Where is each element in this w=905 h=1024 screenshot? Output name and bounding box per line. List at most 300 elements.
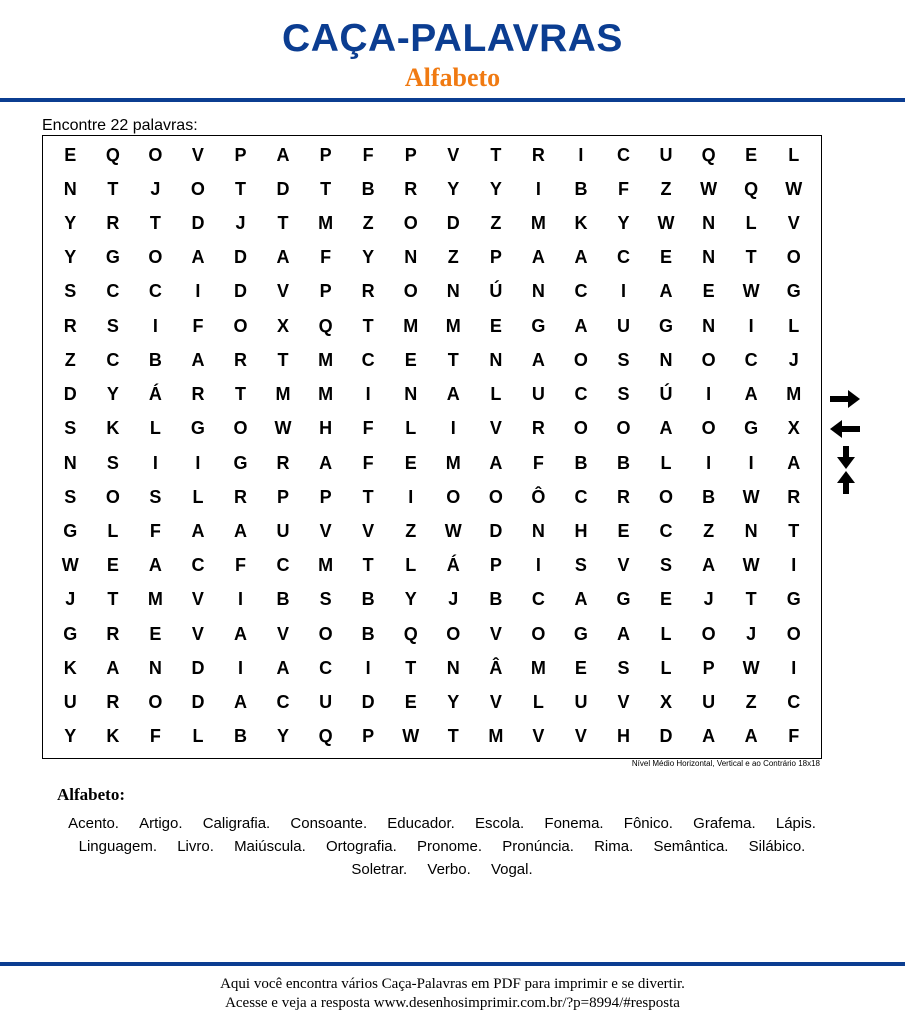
grid-cell[interactable]: U [702,692,716,713]
grid-cell[interactable]: M [147,589,163,610]
grid-cell[interactable]: I [578,144,584,165]
grid-cell[interactable]: D [489,521,503,542]
grid-cell[interactable]: V [574,726,587,747]
grid-cell[interactable]: S [617,657,630,678]
grid-cell[interactable]: A [531,247,545,268]
grid-cell[interactable]: T [362,315,374,336]
grid-cell[interactable]: L [405,418,417,439]
grid-cell[interactable]: I [620,281,626,302]
grid-cell[interactable]: C [148,281,162,302]
grid-cell[interactable]: Y [64,247,77,268]
grid-cell[interactable]: V [191,144,204,165]
grid-cell[interactable]: D [191,692,205,713]
grid-cell[interactable]: T [362,486,374,507]
grid-cell[interactable]: E [106,555,119,576]
grid-cell[interactable]: Z [660,178,672,199]
grid-cell[interactable]: O [531,623,546,644]
grid-cell[interactable]: M [318,213,334,234]
grid-cell[interactable]: C [574,281,588,302]
grid-cell[interactable]: R [787,486,801,507]
grid-cell[interactable]: S [574,555,587,576]
grid-cell[interactable]: Y [404,589,417,610]
grid-cell[interactable]: N [489,349,503,370]
grid-cell[interactable]: T [490,144,502,165]
grid-cell[interactable]: A [319,452,333,473]
grid-cell[interactable]: M [445,315,461,336]
grid-cell[interactable]: Q [701,144,716,165]
grid-cell[interactable]: O [701,418,716,439]
grid-cell[interactable]: S [149,486,162,507]
grid-cell[interactable]: V [489,623,502,644]
grid-cell[interactable]: J [235,213,246,234]
grid-cell[interactable]: W [785,178,803,199]
grid-cell[interactable]: I [706,384,712,405]
grid-cell[interactable]: A [489,452,503,473]
grid-cell[interactable]: S [617,384,630,405]
grid-cell[interactable]: N [702,247,716,268]
grid-cell[interactable]: I [365,657,371,678]
grid-cell[interactable]: A [191,247,205,268]
grid-cell[interactable]: V [447,144,460,165]
grid-cell[interactable]: Ú [489,281,503,302]
grid-cell[interactable]: J [703,589,714,610]
grid-cell[interactable]: A [531,349,545,370]
grid-cell[interactable]: A [702,726,716,747]
grid-cell[interactable]: R [404,178,418,199]
grid-cell[interactable]: T [745,247,757,268]
grid-cell[interactable]: N [404,247,418,268]
grid-cell[interactable]: T [277,349,289,370]
grid-cell[interactable]: D [191,657,205,678]
grid-cell[interactable]: L [192,726,204,747]
grid-cell[interactable]: E [149,623,162,644]
grid-cell[interactable]: A [276,657,290,678]
grid-cell[interactable]: A [446,384,460,405]
grid-cell[interactable]: Q [318,315,333,336]
grid-cell[interactable]: R [531,144,545,165]
grid-cell[interactable]: C [106,349,120,370]
grid-cell[interactable]: N [702,315,716,336]
grid-cell[interactable]: F [617,178,629,199]
grid-cell[interactable]: E [660,589,673,610]
grid-cell[interactable]: O [148,692,163,713]
grid-cell[interactable]: D [659,726,673,747]
grid-cell[interactable]: N [744,521,758,542]
grid-cell[interactable]: R [106,623,120,644]
grid-cell[interactable]: S [319,589,332,610]
grid-cell[interactable]: V [489,418,502,439]
grid-cell[interactable]: K [106,418,120,439]
grid-cell[interactable]: U [63,692,77,713]
grid-cell[interactable]: M [488,726,504,747]
grid-cell[interactable]: V [617,692,630,713]
grid-cell[interactable]: M [403,315,419,336]
grid-cell[interactable]: C [574,384,588,405]
grid-cell[interactable]: V [617,555,630,576]
grid-cell[interactable]: I [195,452,201,473]
grid-cell[interactable]: C [616,247,630,268]
grid-cell[interactable]: F [192,315,204,336]
grid-cell[interactable]: P [404,144,417,165]
grid-cell[interactable]: Y [277,726,290,747]
grid-cell[interactable]: W [700,178,718,199]
grid-cell[interactable]: R [106,692,120,713]
grid-cell[interactable]: O [786,247,801,268]
grid-cell[interactable]: L [192,486,204,507]
grid-cell[interactable]: D [361,692,375,713]
grid-cell[interactable]: I [791,657,797,678]
grid-cell[interactable]: N [63,452,77,473]
grid-cell[interactable]: J [448,589,459,610]
grid-cell[interactable]: O [701,349,716,370]
grid-cell[interactable]: Y [617,213,630,234]
grid-cell[interactable]: T [362,555,374,576]
grid-cell[interactable]: D [446,213,460,234]
grid-cell[interactable]: Á [446,555,460,576]
grid-cell[interactable]: V [277,281,290,302]
grid-cell[interactable]: Z [447,247,459,268]
grid-cell[interactable]: F [149,521,161,542]
grid-cell[interactable]: T [149,213,161,234]
grid-cell[interactable]: N [404,384,418,405]
grid-cell[interactable]: X [277,315,290,336]
grid-cell[interactable]: E [745,144,758,165]
grid-cell[interactable]: R [233,349,247,370]
grid-cell[interactable]: A [744,726,758,747]
grid-cell[interactable]: E [574,657,587,678]
grid-cell[interactable]: C [276,692,290,713]
grid-cell[interactable]: C [787,692,801,713]
grid-cell[interactable]: W [657,213,675,234]
grid-cell[interactable]: G [786,589,801,610]
grid-cell[interactable]: M [530,213,546,234]
grid-cell[interactable]: S [64,486,77,507]
grid-cell[interactable]: R [276,452,290,473]
grid-cell[interactable]: G [190,418,205,439]
grid-cell[interactable]: I [450,418,456,439]
grid-cell[interactable]: A [106,657,120,678]
grid-cell[interactable]: R [233,486,247,507]
grid-cell[interactable]: T [320,178,332,199]
grid-cell[interactable]: N [659,349,673,370]
grid-cell[interactable]: O [190,178,205,199]
grid-cell[interactable]: L [788,144,800,165]
grid-cell[interactable]: B [361,589,375,610]
grid-cell[interactable]: U [616,315,630,336]
grid-cell[interactable]: C [276,555,290,576]
grid-cell[interactable]: Z [490,213,502,234]
grid-cell[interactable]: S [64,281,77,302]
grid-cell[interactable]: P [362,726,375,747]
grid-cell[interactable]: A [276,144,290,165]
grid-cell[interactable]: O [573,349,588,370]
grid-cell[interactable]: Y [489,178,502,199]
grid-cell[interactable]: L [532,692,544,713]
grid-cell[interactable]: Ô [531,486,546,507]
grid-cell[interactable]: F [532,452,544,473]
grid-cell[interactable]: D [63,384,77,405]
grid-cell[interactable]: H [574,521,588,542]
grid-cell[interactable]: V [319,521,332,542]
grid-cell[interactable]: A [233,623,247,644]
grid-cell[interactable]: W [274,418,292,439]
grid-cell[interactable]: B [702,486,716,507]
grid-cell[interactable]: X [787,418,800,439]
grid-cell[interactable]: W [444,521,462,542]
grid-cell[interactable]: Á [148,384,162,405]
grid-cell[interactable]: L [660,623,672,644]
grid-cell[interactable]: O [233,315,248,336]
grid-cell[interactable]: T [277,213,289,234]
grid-cell[interactable]: W [742,555,760,576]
grid-cell[interactable]: K [63,657,77,678]
grid-cell[interactable]: E [404,349,417,370]
grid-cell[interactable]: D [233,247,247,268]
grid-cell[interactable]: O [616,418,631,439]
grid-cell[interactable]: O [446,623,461,644]
grid-cell[interactable]: F [149,726,161,747]
grid-cell[interactable]: A [276,247,290,268]
grid-cell[interactable]: S [617,349,630,370]
grid-cell[interactable]: I [152,315,158,336]
grid-cell[interactable]: P [489,247,502,268]
grid-cell[interactable]: Z [64,349,76,370]
grid-cell[interactable]: I [408,486,414,507]
grid-cell[interactable]: A [659,418,673,439]
grid-cell[interactable]: A [659,281,673,302]
grid-cell[interactable]: U [659,144,673,165]
grid-cell[interactable]: A [191,349,205,370]
grid-cell[interactable]: C [191,555,205,576]
grid-cell[interactable]: L [788,315,800,336]
grid-cell[interactable]: V [489,692,502,713]
grid-cell[interactable]: V [277,623,290,644]
grid-cell[interactable]: U [319,692,333,713]
grid-cell[interactable]: E [660,247,673,268]
grid-cell[interactable]: M [786,384,802,405]
grid-cell[interactable]: Z [405,521,417,542]
grid-cell[interactable]: T [234,384,246,405]
grid-cell[interactable]: A [191,521,205,542]
grid-cell[interactable]: V [362,521,375,542]
grid-cell[interactable]: C [106,281,120,302]
grid-cell[interactable]: L [660,657,672,678]
grid-cell[interactable]: B [361,623,375,644]
grid-cell[interactable]: C [659,521,673,542]
grid-cell[interactable]: V [191,623,204,644]
grid-cell[interactable]: W [742,486,760,507]
grid-cell[interactable]: C [319,657,333,678]
grid-cell[interactable]: Z [745,692,757,713]
grid-cell[interactable]: O [701,623,716,644]
grid-cell[interactable]: B [148,349,162,370]
grid-cell[interactable]: I [152,452,158,473]
grid-cell[interactable]: O [318,623,333,644]
grid-cell[interactable]: O [148,247,163,268]
grid-cell[interactable]: P [319,281,332,302]
grid-cell[interactable]: G [786,281,801,302]
grid-cell[interactable]: O [488,486,503,507]
grid-cell[interactable]: B [276,589,290,610]
grid-cell[interactable]: F [234,555,246,576]
grid-cell[interactable]: P [702,657,715,678]
grid-cell[interactable]: J [150,178,161,199]
grid-cell[interactable]: R [63,315,77,336]
grid-cell[interactable]: T [447,349,459,370]
grid-cell[interactable]: W [402,726,420,747]
grid-cell[interactable]: L [490,384,502,405]
grid-cell[interactable]: P [319,144,332,165]
grid-cell[interactable]: L [107,521,119,542]
grid-cell[interactable]: Y [106,384,119,405]
grid-cell[interactable]: M [318,349,334,370]
grid-cell[interactable]: H [616,726,630,747]
grid-cell[interactable]: N [148,657,162,678]
grid-cell[interactable]: I [748,452,754,473]
grid-cell[interactable]: M [318,555,334,576]
grid-cell[interactable]: S [106,315,119,336]
grid-cell[interactable]: A [574,589,588,610]
grid-cell[interactable]: G [659,315,674,336]
grid-cell[interactable]: M [318,384,334,405]
grid-cell[interactable]: Y [64,213,77,234]
grid-cell[interactable]: E [617,521,630,542]
grid-cell[interactable]: O [148,144,163,165]
grid-cell[interactable]: E [64,144,77,165]
grid-cell[interactable]: B [574,452,588,473]
grid-cell[interactable]: W [742,657,760,678]
grid-cell[interactable]: Y [362,247,375,268]
grid-cell[interactable]: J [788,349,799,370]
grid-cell[interactable]: Y [64,726,77,747]
grid-cell[interactable]: B [361,178,375,199]
grid-cell[interactable]: P [319,486,332,507]
grid-cell[interactable]: W [742,281,760,302]
grid-cell[interactable]: T [107,589,119,610]
grid-cell[interactable]: C [361,349,375,370]
grid-cell[interactable]: G [63,521,78,542]
grid-cell[interactable]: J [746,623,757,644]
grid-cell[interactable]: A [574,247,588,268]
grid-cell[interactable]: R [191,384,205,405]
grid-cell[interactable]: T [107,178,119,199]
grid-cell[interactable]: G [105,247,120,268]
grid-cell[interactable]: M [445,452,461,473]
grid-cell[interactable]: O [403,213,418,234]
grid-cell[interactable]: S [106,452,119,473]
grid-cell[interactable]: G [233,452,248,473]
grid-cell[interactable]: T [405,657,417,678]
grid-cell[interactable]: C [744,349,758,370]
grid-cell[interactable]: F [788,726,800,747]
grid-cell[interactable]: G [531,315,546,336]
grid-cell[interactable]: P [234,144,247,165]
grid-cell[interactable]: O [105,486,120,507]
grid-cell[interactable]: R [106,213,120,234]
grid-cell[interactable]: P [489,555,502,576]
grid-cell[interactable]: C [531,589,545,610]
grid-cell[interactable]: F [362,418,374,439]
grid-cell[interactable]: B [489,589,503,610]
grid-cell[interactable]: O [786,623,801,644]
grid-cell[interactable]: I [791,555,797,576]
grid-cell[interactable]: N [446,657,460,678]
grid-cell[interactable]: U [574,692,588,713]
grid-cell[interactable]: X [660,692,673,713]
grid-cell[interactable]: Q [744,178,759,199]
grid-cell[interactable]: I [535,555,541,576]
grid-cell[interactable]: V [532,726,545,747]
grid-cell[interactable]: V [191,589,204,610]
grid-cell[interactable]: T [745,589,757,610]
grid-cell[interactable]: N [702,213,716,234]
grid-cell[interactable]: B [574,178,588,199]
grid-cell[interactable]: C [616,144,630,165]
grid-cell[interactable]: I [237,589,243,610]
grid-cell[interactable]: E [404,692,417,713]
grid-cell[interactable]: N [63,178,77,199]
grid-cell[interactable]: N [446,281,460,302]
grid-cell[interactable]: A [148,555,162,576]
grid-cell[interactable]: G [616,589,631,610]
grid-cell[interactable]: E [702,281,715,302]
grid-cell[interactable]: R [616,486,630,507]
grid-cell[interactable]: I [748,315,754,336]
grid-cell[interactable]: S [64,418,77,439]
grid-cell[interactable]: G [573,623,588,644]
grid-cell[interactable]: L [405,555,417,576]
grid-cell[interactable]: A [744,384,758,405]
grid-cell[interactable]: U [531,384,545,405]
grid-cell[interactable]: N [531,281,545,302]
grid-cell[interactable]: L [660,452,672,473]
grid-cell[interactable]: Y [447,692,460,713]
grid-cell[interactable]: T [788,521,800,542]
grid-cell[interactable]: D [191,213,205,234]
grid-cell[interactable]: I [365,384,371,405]
grid-cell[interactable]: F [362,144,374,165]
grid-cell[interactable]: V [787,213,800,234]
grid-cell[interactable]: F [362,452,374,473]
grid-cell[interactable]: O [446,486,461,507]
grid-cell[interactable]: Y [447,178,460,199]
grid-cell[interactable]: N [531,521,545,542]
grid-cell[interactable]: O [233,418,248,439]
grid-cell[interactable]: T [447,726,459,747]
grid-cell[interactable]: E [404,452,417,473]
grid-cell[interactable]: T [234,178,246,199]
grid-cell[interactable]: O [659,486,674,507]
grid-cell[interactable]: A [616,623,630,644]
grid-cell[interactable]: A [233,521,247,542]
grid-cell[interactable]: O [403,281,418,302]
grid-cell[interactable]: D [233,281,247,302]
grid-cell[interactable]: A [787,452,801,473]
grid-cell[interactable]: D [276,178,290,199]
grid-cell[interactable]: I [195,281,201,302]
grid-cell[interactable]: K [574,213,588,234]
grid-cell[interactable]: M [275,384,291,405]
grid-cell[interactable]: A [233,692,247,713]
grid-cell[interactable]: Â [489,657,503,678]
grid-cell[interactable]: H [319,418,333,439]
grid-cell[interactable]: K [106,726,120,747]
grid-cell[interactable]: B [233,726,247,747]
grid-cell[interactable]: E [489,315,502,336]
grid-cell[interactable]: I [535,178,541,199]
grid-cell[interactable]: Z [703,521,715,542]
grid-cell[interactable]: L [745,213,757,234]
